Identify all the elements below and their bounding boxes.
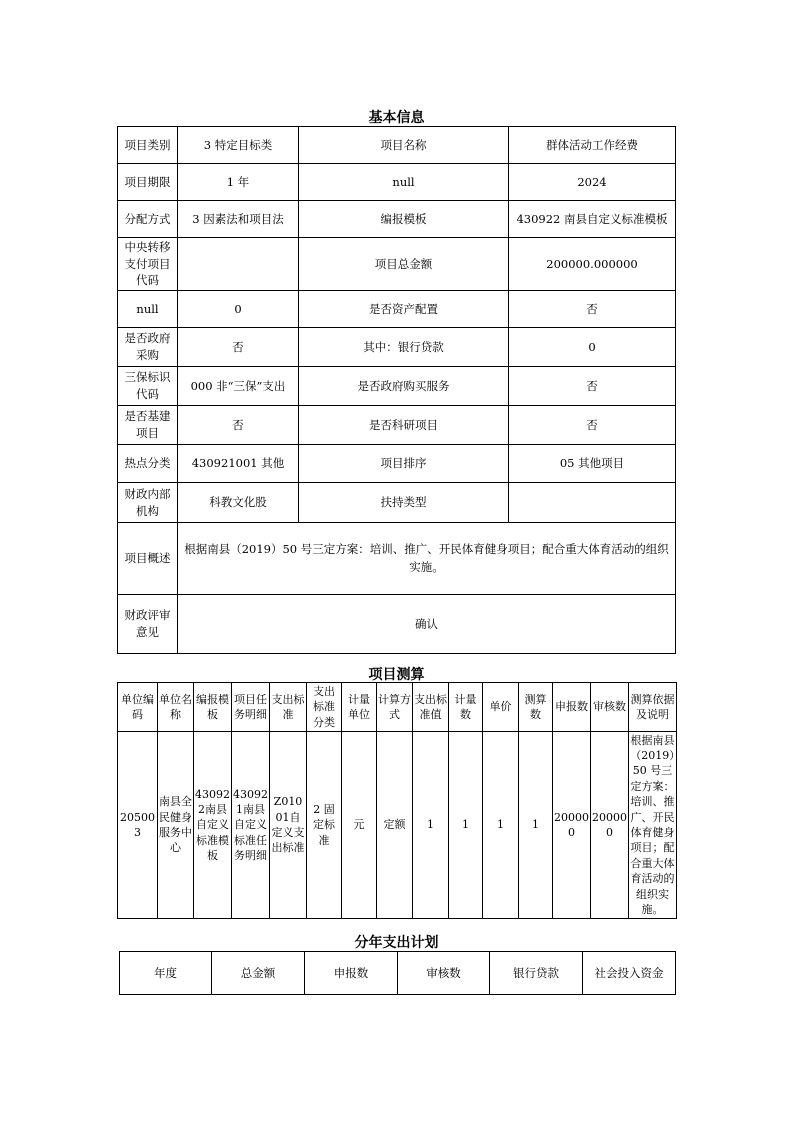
field-label: 三保标识代码 xyxy=(118,367,178,406)
field-value: 200000.000000 xyxy=(509,238,676,291)
column-header: 编报模板 xyxy=(194,683,232,732)
column-header: 年度 xyxy=(120,952,212,995)
column-header: 支出标准 xyxy=(270,683,307,732)
column-header: 计算方式 xyxy=(377,683,413,732)
field-value: 科教文化股 xyxy=(178,483,299,523)
table-cell: 2 固定标准 xyxy=(307,732,342,919)
field-value: 否 xyxy=(178,328,299,367)
annual-plan-title: 分年支出计划 xyxy=(354,935,439,951)
overview-row xyxy=(118,523,676,595)
field-value: 否 xyxy=(178,406,299,445)
basic-info-row xyxy=(118,127,676,164)
column-header: 计量数 xyxy=(449,683,483,732)
field-label: 是否政府购买服务 xyxy=(299,367,509,406)
calculation-header-row xyxy=(118,683,677,732)
overview-label: 项目概述 xyxy=(118,523,178,595)
column-header: 审核数 xyxy=(398,952,490,995)
field-label: 是否政府采购 xyxy=(118,328,178,367)
field-value: 000 非“三保”支出 xyxy=(178,367,299,406)
table-cell: 430922南县自定义标准模板 xyxy=(194,732,232,919)
column-header: 申报数 xyxy=(553,683,591,732)
field-label: 是否科研项目 xyxy=(299,406,509,445)
review-text: 确认 xyxy=(178,595,676,654)
basic-info-row xyxy=(118,367,676,406)
basic-info-row xyxy=(118,406,676,445)
table-cell: 430921南县自定义标准任务明细 xyxy=(232,732,270,919)
table-cell: 元 xyxy=(342,732,377,919)
column-header: 单位编码 xyxy=(118,683,158,732)
annual-plan-header-row xyxy=(120,952,676,995)
table-cell: Z01001自定义支出标准 xyxy=(270,732,307,919)
column-header: 银行贷款 xyxy=(490,952,583,995)
table-cell: 200000 xyxy=(591,732,629,919)
table-cell: 1 xyxy=(483,732,519,919)
basic-info-row xyxy=(118,201,676,238)
field-label: 编报模板 xyxy=(299,201,509,238)
field-value: 2024 xyxy=(509,164,676,201)
field-label: null xyxy=(299,164,509,201)
basic-info-row xyxy=(118,164,676,201)
column-header: 审核数 xyxy=(591,683,629,732)
field-label: 扶持类型 xyxy=(299,483,509,523)
review-label: 财政评审意见 xyxy=(118,595,178,654)
basic-info-row xyxy=(118,328,676,367)
calculation-title: 项目测算 xyxy=(368,667,425,683)
field-value: 群体活动工作经费 xyxy=(509,127,676,164)
basic-info-title: 基本信息 xyxy=(368,110,425,126)
table-cell: 1 xyxy=(449,732,483,919)
field-value: 0 xyxy=(509,328,676,367)
field-value: 1 年 xyxy=(178,164,299,201)
table-row xyxy=(118,732,677,919)
table-cell: 1 xyxy=(413,732,449,919)
field-value: 0 xyxy=(178,291,299,328)
field-value: 3 特定目标类 xyxy=(178,127,299,164)
field-value xyxy=(178,238,299,291)
basic-info-table xyxy=(117,126,676,654)
field-label: 中央转移支付项目代码 xyxy=(118,238,178,291)
column-header: 单位名称 xyxy=(158,683,194,732)
field-label: 其中：银行贷款 xyxy=(299,328,509,367)
field-value: 05 其他项目 xyxy=(509,445,676,483)
field-value xyxy=(509,483,676,523)
column-header: 测算数 xyxy=(519,683,553,732)
column-header: 项目任务明细 xyxy=(232,683,270,732)
field-label: 项目排序 xyxy=(299,445,509,483)
column-header: 总金额 xyxy=(212,952,305,995)
table-cell: 1 xyxy=(519,732,553,919)
field-label: 财政内部机构 xyxy=(118,483,178,523)
column-header: 计量单位 xyxy=(342,683,377,732)
field-value: 430922 南县自定义标准模板 xyxy=(509,201,676,238)
field-label: 是否基建项目 xyxy=(118,406,178,445)
field-label: 是否资产配置 xyxy=(299,291,509,328)
field-value: 430921001 其他 xyxy=(178,445,299,483)
field-value: 否 xyxy=(509,406,676,445)
field-value: 3 因素法和项目法 xyxy=(178,201,299,238)
field-label: 分配方式 xyxy=(118,201,178,238)
table-cell: 根据南县（2019）50 号三定方案：培训、推广、开民体育健身项目；配合重大体育活动的组织实施。 xyxy=(629,732,677,919)
table-cell: 200000 xyxy=(553,732,591,919)
column-header: 支出标准值 xyxy=(413,683,449,732)
calculation-table xyxy=(117,682,677,919)
table-cell: 定额 xyxy=(377,732,413,919)
column-header: 单价 xyxy=(483,683,519,732)
field-label: null xyxy=(118,291,178,328)
field-label: 项目期限 xyxy=(118,164,178,201)
column-header: 测算依据及说明 xyxy=(629,683,677,732)
field-label: 项目类别 xyxy=(118,127,178,164)
column-header: 社会投入资金 xyxy=(583,952,676,995)
column-header: 申报数 xyxy=(305,952,398,995)
annual-plan-table xyxy=(119,951,676,995)
overview-text: 根据南县（2019）50 号三定方案：培训、推广、开民体育健身项目；配合重大体育活动的组织实施。 xyxy=(178,523,676,595)
column-header: 支出标准分类 xyxy=(307,683,342,732)
basic-info-row xyxy=(118,291,676,328)
basic-info-row xyxy=(118,238,676,291)
basic-info-row xyxy=(118,445,676,483)
table-cell: 南县全民健身服务中心 xyxy=(158,732,194,919)
table-cell: 205003 xyxy=(118,732,158,919)
field-value: 否 xyxy=(509,291,676,328)
field-value: 否 xyxy=(509,367,676,406)
basic-info-row xyxy=(118,483,676,523)
field-label: 项目名称 xyxy=(299,127,509,164)
field-label: 项目总金额 xyxy=(299,238,509,291)
field-label: 热点分类 xyxy=(118,445,178,483)
review-row xyxy=(118,595,676,654)
